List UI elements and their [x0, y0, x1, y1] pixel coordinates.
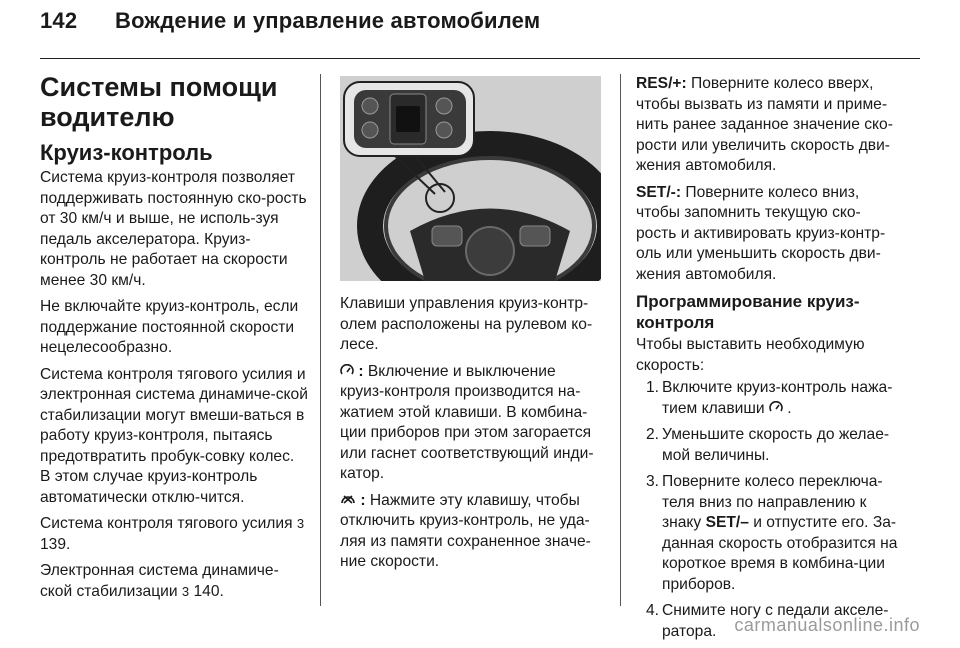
- cruise-cancel-text: Нажмите эту клавишу, чтобы отключить круиз-контроль, не уда-ляя из памяти сохраненное значе-ние скорости.: [340, 491, 591, 570]
- programming-title: Программирование круиз-контроля: [636, 292, 860, 332]
- set-text: Поверните колесо вниз, чтобы запомнить текущую ско-рость и активировать круиз-контр-оль или уменьшить скорость дви-жения автомобиля.: [636, 183, 886, 283]
- step-text: Снимите ногу с педали акселе-ратора.: [662, 602, 889, 640]
- step-text: и отпустите его. За-данная скорость отобразится на короткое время в комбина-ции приборов.: [662, 514, 898, 593]
- ref-traction-page[interactable]: 139.: [40, 535, 71, 553]
- programming-steps: [636, 378, 900, 642]
- cruise-on-paragraph: [340, 362, 602, 485]
- subsection-title: Круиз-контроль: [40, 140, 213, 165]
- cruise-cancel-paragraph: [340, 491, 602, 573]
- step-text: Поверните колесо переключа-теля вниз по направлению к знаку: [662, 473, 883, 531]
- paragraph-intro: Система круиз-контроля позволяет поддерживать постоянную ско-рость от 30 км/ч и выше, не исполь-зуя педаль акселератора. Круиз-контроль не работает на скорости менее 30 км/ч.: [40, 169, 307, 289]
- steering-wheel-photo: [340, 76, 601, 281]
- ref-traction-text: Система контроля тягового усилия: [40, 515, 293, 532]
- res-paragraph: [636, 74, 900, 177]
- ref-arrow-icon: 3: [181, 583, 190, 599]
- page-title: Вождение и управление автомобилем: [115, 8, 541, 33]
- controls-caption: Клавиши управления круиз-контр-олем расположены на рулевом ко-лесе.: [340, 295, 593, 353]
- ref-esp-text: Электронная система динамиче-ской стабилизации: [40, 562, 279, 600]
- ref-esp-page[interactable]: 140.: [193, 582, 224, 600]
- paragraph-warning: Не включайте круиз-контроль, если поддержание постоянной скорости нецелесообразно.: [40, 298, 299, 356]
- res-label: RES/+:: [636, 75, 687, 92]
- step-number: 1.: [646, 379, 660, 396]
- cruise-cancel-icon: [340, 492, 360, 509]
- paragraph-traction: Система контроля тягового усилия и электронная система динамиче-ской стабилизации могут вмеши-ваться в работу круиз-контроля, пытаясь предотвратить пробук-совку колес. В этом случае круиз-контроль автоматически отклю-чится.: [40, 365, 308, 506]
- list-item: [636, 378, 900, 419]
- set-label: SET/-:: [636, 183, 682, 201]
- paragraph-ref-traction: [40, 514, 308, 555]
- paragraph-ref-esp: [40, 561, 308, 602]
- section-title: Системы помощи водителю: [40, 72, 278, 132]
- ref-arrow-icon: 3: [296, 516, 305, 531]
- colon: :: [358, 362, 364, 380]
- list-item: [636, 472, 900, 595]
- left-column: [40, 72, 308, 608]
- middle-column: [340, 294, 602, 579]
- header-rule: [40, 58, 920, 59]
- step-text: Включите круиз-контроль нажа-тием клавиши: [662, 379, 893, 417]
- column-divider: [320, 74, 321, 606]
- cruise-on-icon: [769, 400, 783, 417]
- colon: :: [360, 491, 366, 509]
- step-number: 2.: [646, 426, 660, 443]
- page-number: 142: [40, 8, 78, 33]
- set-paragraph: [636, 183, 900, 286]
- column-divider: [620, 74, 621, 606]
- step-number: 3.: [646, 473, 660, 490]
- res-text: Поверните колесо вверх, чтобы вызвать из памяти и приме-нить ранее заданное значение ско-рости или увеличить скорость дви-жения автомобиля.: [636, 75, 893, 174]
- step-set-label: SET/–: [705, 514, 749, 531]
- step-tail: .: [787, 399, 792, 417]
- step-text: Уменьшите скорость до желае-мой величины.: [662, 426, 890, 464]
- watermark: carmanualsonline.info: [734, 615, 920, 635]
- step-number: 4.: [646, 602, 660, 619]
- right-column: [636, 74, 900, 648]
- steering-wheel-illustration: [340, 76, 601, 281]
- cruise-on-text: Включение и выключение круиз-контроля производится на-жатием этой клавиши. В комбина-ции приборов при этом загорается или гаснет соответствующий инди-катор.: [340, 362, 594, 482]
- list-item: [636, 425, 900, 466]
- cruise-on-icon: [340, 363, 358, 380]
- page-header: [40, 8, 540, 34]
- programming-intro: Чтобы выставить необходимую скорость:: [636, 336, 865, 374]
